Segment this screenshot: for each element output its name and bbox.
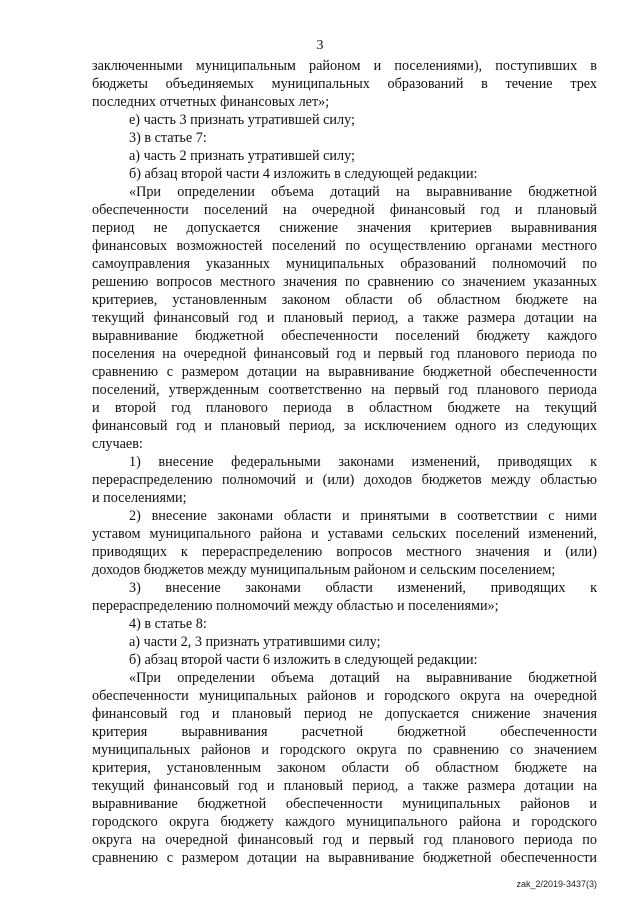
text-line: «При определении объема дотаций на выравнивание бюджетной <box>129 184 597 200</box>
text-line: критериев, установленным законом области об областном бюджете на <box>92 292 597 308</box>
text-line: а) части 2, 3 признать утратившими силу; <box>129 634 381 650</box>
text-line: поселения на очередной финансовый год и первый год планового периода по <box>92 346 597 362</box>
text-line: б) абзац второй части 4 изложить в следующей редакции: <box>129 166 478 182</box>
text-line: «При определении объема дотаций на выравнивание бюджетной <box>129 670 597 686</box>
text-line: бюджеты объединяемых муниципальных образований в течение трех <box>92 76 597 92</box>
text-line: перераспределению полномочий и (или) доходов бюджетов между областью <box>92 472 597 488</box>
text-line: доходов бюджетов между муниципальным районом и сельским поселением; <box>92 562 556 578</box>
text-line: период не допускается снижение значения критериев выравнивания <box>92 220 597 236</box>
text-line: перераспределению полномочий между областью и поселениями»; <box>92 598 499 614</box>
text-line: сравнению с размером дотации на выравнивание бюджетной обеспеченности <box>92 850 597 866</box>
text-line: 2) внесение законами области и принятыми в соответствии с ними <box>129 508 597 524</box>
text-line: округа на очередной финансовый год и первый год планового периода по <box>92 832 597 848</box>
text-line: сравнению с размером дотации на выравнивание бюджетной обеспеченности <box>92 364 597 380</box>
text-line: 3) в статье 7: <box>129 130 207 146</box>
text-line: выравнивание бюджетной обеспеченности поселений бюджету каждого <box>92 328 597 344</box>
document-body <box>92 57 597 867</box>
text-line: финансовых возможностей поселений по осуществлению органами местного <box>92 238 597 254</box>
text-line: 1) внесение федеральными законами изменений, приводящих к <box>129 454 597 470</box>
text-line: обеспеченности муниципальных районов и городского округа на очередной <box>92 688 597 704</box>
text-line: 3) внесение законами области изменений, приводящих к <box>129 580 597 596</box>
page-number: 3 <box>316 38 324 53</box>
text-line: случаев: <box>92 436 143 452</box>
text-line: и поселениями; <box>92 490 187 506</box>
text-line: приводящих к перераспределению вопросов местного значения и (или) <box>92 544 597 560</box>
text-line: а) часть 2 признать утратившей силу; <box>129 148 355 164</box>
text-line: критерия, установленным законом области об областном бюджете на <box>92 760 597 776</box>
text-line: и второй год планового периода в областном бюджете на текущий <box>92 400 597 416</box>
text-line: уставом муниципального района и уставами сельских поселений изменений, <box>92 526 597 542</box>
text-line: финансовый год и плановый период не допускается снижение значения <box>92 706 597 722</box>
document-code: zak_2/2019-3437(3) <box>516 879 597 889</box>
text-line: обеспеченности поселений на очередной финансовый год и плановый <box>92 202 597 218</box>
text-line: текущий финансовый год и плановый период, а также размера дотации на <box>92 310 597 326</box>
text-line: критерия выравнивания расчетной бюджетной обеспеченности <box>92 724 597 740</box>
text-line: поселений, утвержденным соответственно на первый год планового периода <box>92 382 597 398</box>
text-line: муниципальных районов и городского округа по сравнению со значением <box>92 742 597 758</box>
text-line: б) абзац второй части 6 изложить в следующей редакции: <box>129 652 478 668</box>
text-line: самоуправления указанных муниципальных образований полномочий по <box>92 256 597 272</box>
text-line: 4) в статье 8: <box>129 616 207 632</box>
text-line: финансовый год и плановый период, за исключением одного из следующих <box>92 418 597 434</box>
text-line: заключенными муниципальным районом и поселениями), поступивших в <box>92 58 597 74</box>
text-line: последних отчетных финансовых лет»; <box>92 94 330 110</box>
text-line: выравнивание бюджетной обеспеченности муниципальных районов и <box>92 796 597 812</box>
text-line: решению вопросов местного значения по сравнению со значением указанных <box>92 274 597 290</box>
text-line: е) часть 3 признать утратившей силу; <box>129 112 355 128</box>
text-line: текущий финансовый год и плановый период, а также размера дотации на <box>92 778 597 794</box>
text-line: городского округа бюджету каждого муниципального района и городского <box>92 814 597 830</box>
